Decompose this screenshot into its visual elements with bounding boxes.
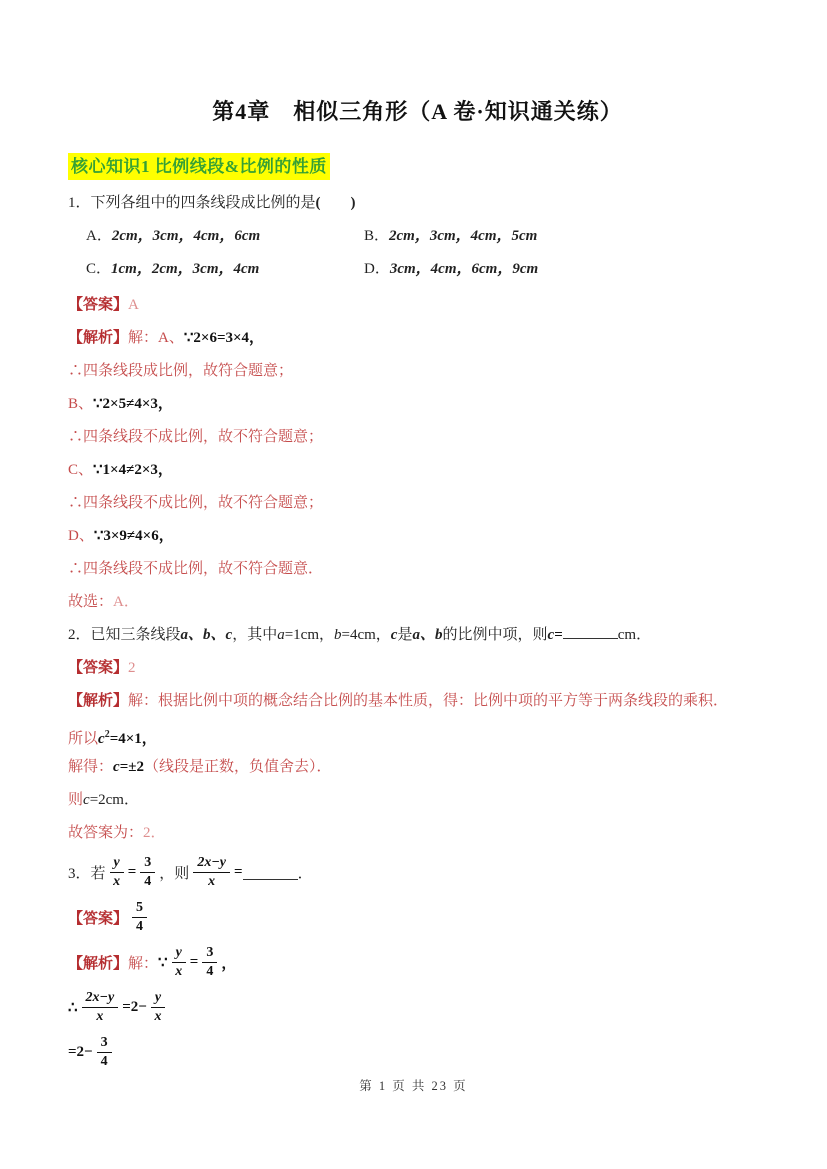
q2-final-answer: 2． xyxy=(143,825,166,841)
q3-period: ． xyxy=(297,866,313,882)
q2-analysis-line-3 xyxy=(68,751,767,784)
q3-fraction-3-4-3 xyxy=(97,1035,112,1070)
fraction-numerator: y xyxy=(110,855,124,873)
fraction-denominator: x xyxy=(175,964,183,979)
fraction-denominator: 4 xyxy=(144,874,152,889)
q2-var-c1: c xyxy=(390,627,398,643)
q3-because-symbol: ∵ xyxy=(158,955,168,971)
answer-label: 【答案】 xyxy=(68,660,129,676)
q3-analysis-line-3 xyxy=(68,1030,767,1075)
q1-line-c: ∴四条线段不成比例，故不符合题意； xyxy=(68,495,324,511)
q2-solve-prefix: 解得： xyxy=(68,759,114,775)
q1-answer-line xyxy=(68,289,767,322)
q1-conclusion-prefix: 故选： xyxy=(68,594,114,610)
q3-sol-prefix: 解： xyxy=(128,956,159,972)
q1-case-c: C、 xyxy=(68,462,94,478)
q2-fill-blank xyxy=(563,624,618,639)
q2-result-val: =2cm xyxy=(89,792,124,808)
answer-label: 【答案】 xyxy=(68,297,129,313)
q1-analysis-line-8 xyxy=(68,553,767,586)
q1-option-d xyxy=(364,256,767,282)
q1-math-a: ∵2×6=3×4， xyxy=(183,330,265,346)
q1-answer-value: A xyxy=(128,297,139,313)
fraction-denominator: x xyxy=(113,874,121,889)
q1-option-b-value: 2cm，3cm，4cm，5cm xyxy=(389,228,538,244)
q1-sol-intro: 解：A、 xyxy=(128,330,184,346)
q1-analysis-line-6 xyxy=(68,487,767,520)
q3-therefore-symbol: ∴ xyxy=(68,1000,78,1016)
q2-sq-rest: =4×1， xyxy=(109,731,157,747)
fraction-numerator: y xyxy=(151,990,165,1008)
q1-line-b: ∴四条线段不成比例，故不符合题意； xyxy=(68,429,324,445)
q2-var-b: b xyxy=(334,627,342,643)
question-1-stem xyxy=(68,190,767,216)
q3-fraction-2xy-x xyxy=(193,855,230,890)
q1-option-b-label: B． xyxy=(364,228,390,244)
q1-analysis-line-4 xyxy=(68,421,767,454)
q1-option-c xyxy=(86,256,364,282)
q1-option-a-value: 2cm，3cm，4cm，6cm xyxy=(111,228,261,244)
q2-vars-ab: a、b xyxy=(412,627,443,643)
fraction-denominator: 4 xyxy=(206,964,214,979)
q3-stem-1: 3．若 xyxy=(68,866,106,882)
q2-unit: cm． xyxy=(617,627,652,643)
q1-math-d: ∵3×9≠4×6， xyxy=(93,528,174,544)
q2-so: 所以 xyxy=(68,731,99,747)
q1-option-d-value: 3cm，4cm，6cm，9cm xyxy=(389,261,539,277)
q3-eq-2: = xyxy=(234,864,243,880)
q3-eq-3: = xyxy=(189,954,199,970)
q1-analysis-line-7 xyxy=(68,520,767,553)
q2-vars-abc: a、b、c xyxy=(180,627,233,643)
q2-analysis-line-4 xyxy=(68,784,767,817)
q2-solve-var: c xyxy=(113,759,120,775)
q1-options-row-2 xyxy=(86,256,767,282)
analysis-label: 【解析】 xyxy=(68,956,129,972)
q3-fraction-2xy-x-2 xyxy=(82,990,119,1025)
q2-eq-sign: = xyxy=(554,627,563,643)
section-header-highlight: 核心知识1 比例线段&比例的性质 xyxy=(68,153,330,180)
q3-analysis-line-2 xyxy=(68,985,767,1030)
q1-options-row-1 xyxy=(86,223,767,249)
analysis-label: 【解析】 xyxy=(68,693,129,709)
q3-eq-4: =2− xyxy=(122,999,147,1015)
q2-result-period: ． xyxy=(123,792,139,808)
q3-analysis-line-1 xyxy=(68,940,767,985)
fraction-numerator: 2x−y xyxy=(193,855,230,873)
page-number-footer: 第 1 页 共 23 页 xyxy=(359,1079,468,1093)
question-2-stem xyxy=(68,619,767,652)
q2-solve-rest: =±2 xyxy=(119,759,144,775)
q2-eq-b: =4cm， xyxy=(341,627,391,643)
q1-analysis-line-2 xyxy=(68,355,767,388)
fraction-denominator: x xyxy=(96,1009,104,1024)
q1-option-a-label: A． xyxy=(86,228,112,244)
q1-line-d: ∴四条线段不成比例，故不符合题意． xyxy=(68,561,324,577)
q3-stem-2: ，则 xyxy=(159,866,190,882)
q2-answer-value: 2 xyxy=(128,660,136,676)
q2-conclusion-line xyxy=(68,817,767,850)
q1-option-a xyxy=(86,223,364,249)
q1-option-d-label: D． xyxy=(364,261,390,277)
q3-fraction-y-x xyxy=(110,855,124,890)
q2-var-c2: c xyxy=(547,627,555,643)
q1-conclusion-answer: A． xyxy=(113,594,139,610)
q1-stem-text: 1．下列各组中的四条线段成比例的是 xyxy=(68,195,316,211)
q1-analysis-line-5 xyxy=(68,454,767,487)
q1-answer-paren: ( ) xyxy=(315,195,356,211)
fraction-denominator: x xyxy=(154,1009,162,1024)
q2-stem-4: 的比例中项，则 xyxy=(442,627,548,643)
q1-option-b xyxy=(364,223,767,249)
q2-solve-note: （线段是正数，负值舍去）． xyxy=(143,759,332,775)
q2-then: 则 xyxy=(68,792,84,808)
q3-fraction-3-4-2 xyxy=(202,945,217,980)
question-3-stem xyxy=(68,850,767,895)
q1-conclusion-line xyxy=(68,586,767,619)
fraction-numerator: 5 xyxy=(132,900,147,918)
q2-analysis-text: 解：根据比例中项的概念结合比例的基本性质，得：比例中项的平方等于两条线段的乘积． xyxy=(128,693,729,709)
fraction-denominator: x xyxy=(208,874,216,889)
q2-analysis-line-1 xyxy=(68,685,767,718)
q1-case-b: B、 xyxy=(68,396,94,412)
q3-fraction-y-x-3 xyxy=(151,990,165,1025)
q1-line-a: ∴四条线段成比例，故符合题意； xyxy=(68,363,294,379)
fraction-numerator: 3 xyxy=(140,855,155,873)
q2-sq-var: c xyxy=(98,731,105,747)
fraction-numerator: 3 xyxy=(202,945,217,963)
q3-fraction-y-x-2 xyxy=(172,945,186,980)
q2-analysis-line-2 xyxy=(68,718,767,751)
q3-eq-5: =2− xyxy=(68,1044,93,1060)
q3-fill-blank xyxy=(243,865,298,880)
q1-option-c-value: 1cm，2cm，3cm，4cm xyxy=(111,261,260,277)
q1-case-d: D、 xyxy=(68,528,94,544)
q2-sq-exponent: 2 xyxy=(104,729,110,740)
answer-label: 【答案】 xyxy=(68,911,129,927)
section-header xyxy=(68,153,767,180)
q3-answer-line xyxy=(68,895,767,940)
q1-analysis-line-1 xyxy=(68,322,767,355)
fraction-denominator: 4 xyxy=(100,1054,108,1069)
q2-answer-line xyxy=(68,652,767,685)
q3-fraction-3-4 xyxy=(140,855,155,890)
q3-comma: ， xyxy=(221,956,237,972)
q2-stem-1: 2．已知三条线段 xyxy=(68,627,181,643)
fraction-numerator: 3 xyxy=(97,1035,112,1053)
q2-var-a: a xyxy=(277,627,285,643)
q3-eq-1: = xyxy=(127,864,137,880)
analysis-label: 【解析】 xyxy=(68,330,129,346)
q1-math-b: ∵2×5≠4×3， xyxy=(93,396,173,412)
q1-math-c: ∵1×4≠2×3， xyxy=(93,462,173,478)
q2-eq-a: =1cm， xyxy=(284,627,334,643)
fraction-denominator: 4 xyxy=(136,919,144,934)
q1-option-c-label: C． xyxy=(86,261,112,277)
q2-stem-2: ，其中 xyxy=(232,627,278,643)
q2-result-var: c xyxy=(83,792,90,808)
q2-final-prefix: 故答案为： xyxy=(68,825,144,841)
fraction-numerator: 2x−y xyxy=(82,990,119,1008)
q3-answer-fraction xyxy=(132,900,147,935)
document-title: 第4章 相似三角形（A 卷·知识通关练） xyxy=(212,99,623,124)
q2-stem-3: 是 xyxy=(397,627,413,643)
fraction-numerator: y xyxy=(172,945,186,963)
q1-analysis-line-3 xyxy=(68,388,767,421)
